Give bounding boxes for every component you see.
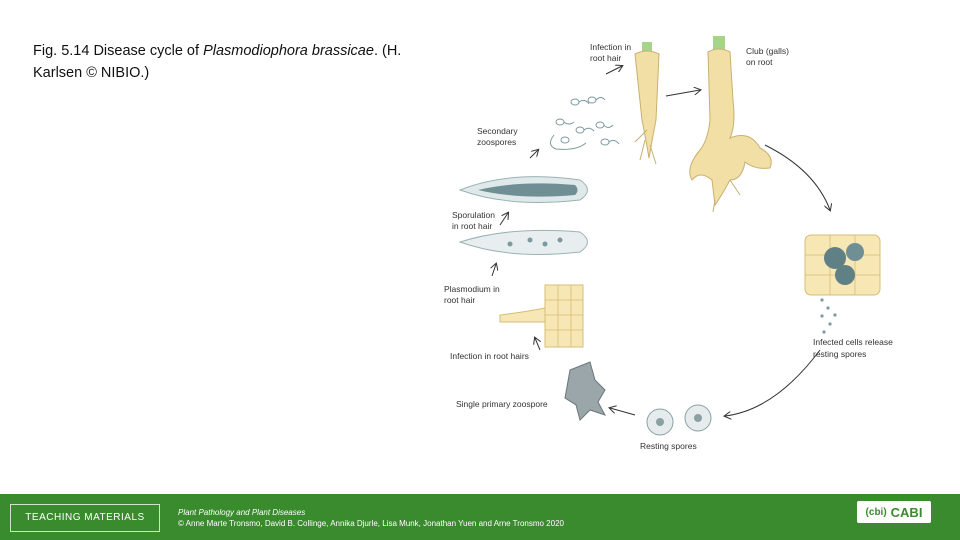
label-plasmodium-2: root hair [444,295,476,305]
label-infected-cells-2: resting spores [813,349,867,359]
authors-line: © Anne Marte Tronsmo, David B. Collinge, Annika Djurle, Lisa Munk, Jonathan Yuen and Arne Tronsmo 2020 [178,519,564,528]
label-sporulation-1: Sporulation [452,210,496,220]
label-secondary-zoospores-1: Secondary [477,126,518,136]
caption-species: Plasmodiophora brassicae [203,43,374,59]
caption-suffix: . [373,43,378,59]
cabi-logo [857,501,931,523]
svg-text:Infected cells release [813,337,893,347]
svg-text:Club (galls) [746,46,789,56]
label-infection-root-hair-1: Infection in [590,42,632,52]
caption-credit: (H. Karlsen © NIBIO.) [33,43,402,81]
svg-text:in root hair [452,221,492,231]
svg-text:Plasmodium in [444,284,500,294]
svg-text:root hair [444,295,475,305]
svg-text:on root [746,57,773,67]
label-infection-root-hair-2: root hair [590,53,622,63]
label-infected-cells-1: Infected cells release [813,337,893,347]
book-title: Plant Pathology and Plant Diseases [178,508,306,517]
plasmodium-root-hair-illustration [460,230,588,254]
svg-text:Infection in [590,42,631,52]
svg-text:Secondary [477,126,518,136]
cabi-logo-mark: (cbi) [865,506,887,518]
teaching-materials-label: TEACHING MATERIALS [25,512,145,523]
label-secondary-zoospores-2: zoospores [477,137,517,147]
figure-caption [33,40,413,84]
label-single-primary: Single primary zoospore [456,399,548,409]
label-resting-spores: Resting spores [640,441,697,451]
label-sporulation-2: in root hair [452,221,493,231]
label-plasmodium-1: Plasmodium in [444,284,500,294]
resting-spores-illustration [647,405,711,435]
label-infection-root-hairs: Infection in root hairs [450,351,529,361]
teaching-materials-box [10,504,160,532]
infected-root-illustration [635,42,659,164]
svg-text:zoospores [477,137,516,147]
footer-bar [0,494,960,540]
infected-cells-illustration [805,235,880,334]
svg-text:Sporulation [452,210,495,220]
secondary-zoospores-illustration [550,97,619,149]
disease-cycle-diagram [430,30,930,460]
primary-zoospore-illustration [565,362,605,420]
root-hair-cells-illustration [500,285,583,347]
caption-prefix: Fig. 5.14 Disease cycle of [33,43,204,59]
footer-credit [178,507,564,529]
svg-text:resting spores [813,349,866,359]
label-club-galls-2: on root [746,57,773,67]
svg-text:root hair [590,53,621,63]
cabi-logo-text: CABI [890,504,923,520]
sporulation-root-hair-illustration [460,177,588,203]
label-club-galls-1: Club (galls) [746,46,789,56]
